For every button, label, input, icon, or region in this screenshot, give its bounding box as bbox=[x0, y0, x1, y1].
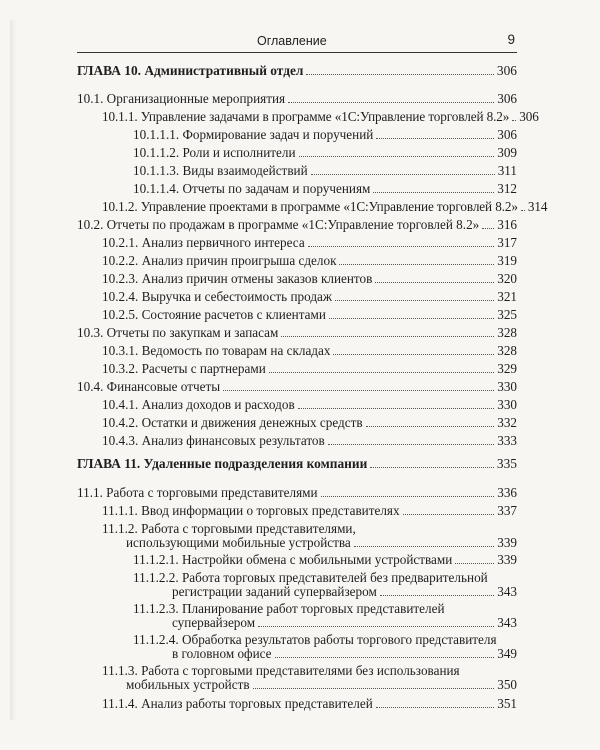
toc-page: 343 bbox=[497, 615, 517, 630]
toc-entry[interactable] bbox=[133, 146, 517, 160]
toc-label: 10.2.1. Анализ первичного интереса bbox=[102, 235, 305, 250]
toc-page: 320 bbox=[497, 271, 517, 286]
toc-page: 314 bbox=[527, 199, 548, 214]
toc-entry[interactable] bbox=[77, 92, 517, 106]
toc-page: 333 bbox=[497, 433, 517, 448]
toc-entry[interactable] bbox=[133, 128, 517, 142]
leader-dots bbox=[299, 156, 495, 157]
toc-entry[interactable] bbox=[102, 199, 548, 214]
toc-page: 351 bbox=[497, 696, 517, 711]
toc-page: 306 bbox=[496, 63, 517, 78]
leader-dots bbox=[269, 372, 494, 373]
toc-entry[interactable] bbox=[133, 633, 517, 661]
toc-page: 335 bbox=[496, 456, 517, 471]
toc-label-continued: регистрации заданий супервайзером bbox=[172, 584, 377, 599]
toc-page: 311 bbox=[497, 163, 517, 178]
toc-label-continued: в головном офисе bbox=[172, 646, 272, 661]
toc-entry[interactable] bbox=[77, 218, 517, 232]
leader-dots bbox=[275, 657, 495, 658]
toc-entry[interactable] bbox=[133, 182, 517, 196]
toc-entry[interactable] bbox=[133, 571, 517, 599]
leader-dots bbox=[223, 390, 494, 391]
toc-label: 11.1.4. Анализ работы торговых представителей bbox=[102, 696, 373, 711]
toc-entry[interactable] bbox=[133, 164, 517, 178]
toc-chapter-11[interactable] bbox=[77, 457, 517, 471]
leader-dots bbox=[376, 138, 494, 139]
leader-dots bbox=[373, 192, 494, 193]
toc-entry[interactable] bbox=[77, 326, 517, 340]
toc-entry[interactable] bbox=[102, 398, 517, 412]
leader-dots bbox=[455, 563, 494, 564]
toc-label: 10.1.1.4. Отчеты по задачам и поручениям bbox=[133, 181, 371, 196]
toc-page: 317 bbox=[497, 235, 517, 250]
toc-page: 336 bbox=[497, 485, 517, 500]
leader-dots bbox=[376, 707, 494, 708]
toc-entry[interactable] bbox=[102, 504, 517, 518]
toc-label: 10.3.1. Ведомость по товарам на складах bbox=[102, 343, 331, 358]
toc-entry[interactable] bbox=[102, 362, 517, 376]
toc-label: 11.1.3. Работа с торговыми представителями без использования bbox=[102, 663, 460, 678]
toc-label: 10.1.1. Управление задачами в программе «1С:Управление торговлей 8.2» bbox=[102, 109, 510, 124]
toc-label: 10.4.2. Остатки и движения денежных средств bbox=[102, 415, 363, 430]
leader-dots bbox=[298, 408, 495, 409]
toc-label: 11.1.2.4. Обработка результатов работы торгового представителя bbox=[133, 632, 497, 647]
leader-dots bbox=[335, 300, 494, 301]
toc-page: 329 bbox=[497, 361, 517, 376]
leader-dots bbox=[339, 264, 494, 265]
leader-dots bbox=[333, 354, 494, 355]
toc-label: 10.1.1.2. Роли и исполнители bbox=[133, 145, 296, 160]
toc-label: 10.2.5. Состояние расчетов с клиентами bbox=[102, 307, 326, 322]
toc-label: 11.1.2. Работа с торговыми представителями, bbox=[102, 521, 356, 536]
toc-label: 10.2.2. Анализ причин проигрыша сделок bbox=[102, 253, 337, 268]
leader-dots bbox=[308, 246, 495, 247]
toc-page: 332 bbox=[497, 415, 517, 430]
toc-page: 339 bbox=[497, 552, 517, 567]
toc-label: 10.1.2. Управление проектами в программе «1С:Управление торговлей 8.2» bbox=[102, 199, 518, 214]
toc-page: 328 bbox=[497, 325, 517, 340]
toc-label: ГЛАВА 11. Удаленные подразделения компании bbox=[77, 456, 368, 471]
toc-label: 10.3.2. Расчеты с партнерами bbox=[102, 361, 266, 376]
toc-label: 10.1. Организационные мероприятия bbox=[77, 91, 286, 106]
leader-dots bbox=[375, 282, 494, 283]
toc-entry[interactable] bbox=[102, 344, 517, 358]
toc-page: 328 bbox=[497, 343, 517, 358]
leader-dots bbox=[370, 467, 494, 468]
toc-page: 306 bbox=[497, 127, 517, 142]
toc-page: 343 bbox=[497, 584, 517, 599]
leader-dots bbox=[482, 228, 494, 229]
leader-dots bbox=[354, 546, 494, 547]
toc-entry[interactable] bbox=[102, 290, 517, 304]
toc-label: 10.1.1.1. Формирование задач и поручений bbox=[133, 127, 374, 142]
toc-page: 325 bbox=[497, 307, 517, 322]
toc-label-continued: использующими мобильные устройства bbox=[126, 535, 351, 550]
toc-label: 10.4.1. Анализ доходов и расходов bbox=[102, 397, 295, 412]
toc-label: 10.2.4. Выручка и себестоимость продаж bbox=[102, 289, 332, 304]
leader-dots bbox=[512, 120, 516, 121]
toc-page: 349 bbox=[497, 646, 517, 661]
toc-page: 316 bbox=[497, 217, 517, 232]
leader-dots bbox=[253, 688, 495, 689]
toc-label: 11.1.1. Ввод информации о торговых представителях bbox=[102, 503, 400, 518]
leader-dots bbox=[329, 318, 494, 319]
toc-label: 10.2. Отчеты по продажам в программе «1С:Управление торговлей 8.2» bbox=[77, 217, 480, 232]
toc-entry[interactable] bbox=[102, 254, 517, 268]
toc-label: 11.1.2.2. Работа торговых представителей без предварительной bbox=[133, 570, 488, 585]
toc-page: 330 bbox=[497, 379, 517, 394]
toc-chapter-10[interactable] bbox=[77, 64, 517, 78]
toc-label: ГЛАВА 10. Административный отдел bbox=[77, 63, 304, 78]
header-title: Оглавление bbox=[257, 34, 327, 48]
toc-entry[interactable] bbox=[102, 697, 517, 711]
toc-entry[interactable] bbox=[102, 109, 539, 124]
toc-entry[interactable] bbox=[77, 380, 517, 394]
toc-page: 321 bbox=[497, 289, 517, 304]
toc-page: 330 bbox=[497, 397, 517, 412]
leader-dots bbox=[258, 626, 494, 627]
leader-dots bbox=[366, 426, 495, 427]
toc-label: 11.1.2.1. Настройки обмена с мобильными устройствами bbox=[133, 552, 453, 567]
leader-dots bbox=[521, 210, 525, 211]
toc-page: 306 bbox=[497, 91, 517, 106]
toc-page: 339 bbox=[497, 535, 517, 550]
toc-label-continued: супервайзером bbox=[172, 615, 256, 630]
toc-entry[interactable] bbox=[102, 416, 517, 430]
leader-dots bbox=[328, 444, 494, 445]
toc-page: 312 bbox=[497, 181, 517, 196]
toc-label: 10.1.1.3. Виды взаимодействий bbox=[133, 163, 308, 178]
leader-dots bbox=[288, 102, 494, 103]
toc-label: 10.3. Отчеты по закупкам и запасам bbox=[77, 325, 279, 340]
leader-dots bbox=[311, 174, 495, 175]
leader-dots bbox=[281, 336, 494, 337]
toc-label: 10.4. Финансовые отчеты bbox=[77, 379, 221, 394]
toc-page: 319 bbox=[497, 253, 517, 268]
toc-page: 309 bbox=[497, 145, 517, 160]
leader-dots bbox=[306, 74, 493, 75]
header-page-number: 9 bbox=[507, 32, 515, 47]
toc-entry[interactable] bbox=[133, 553, 517, 567]
toc-label: 11.1. Работа с торговыми представителями bbox=[77, 485, 318, 500]
toc-page: 337 bbox=[497, 503, 517, 518]
toc-page: 306 bbox=[519, 109, 539, 124]
leader-dots bbox=[403, 514, 495, 515]
toc-entry[interactable] bbox=[77, 486, 517, 500]
toc-label: 10.2.3. Анализ причин отмены заказов клиентов bbox=[102, 271, 373, 286]
toc-entry[interactable] bbox=[102, 308, 517, 322]
leader-dots bbox=[380, 595, 494, 596]
toc-label-continued: мобильных устройств bbox=[126, 677, 250, 692]
toc-label: 11.1.2.3. Планирование работ торговых представителей bbox=[133, 601, 445, 616]
leader-dots bbox=[321, 496, 495, 497]
toc-label: 10.4.3. Анализ финансовых результатов bbox=[102, 433, 325, 448]
toc-entry[interactable] bbox=[102, 664, 517, 692]
toc-entry[interactable] bbox=[102, 434, 517, 448]
toc-entry[interactable] bbox=[102, 272, 517, 286]
toc-entry[interactable] bbox=[102, 236, 517, 250]
toc-entry[interactable] bbox=[102, 522, 517, 550]
toc-entry[interactable] bbox=[133, 602, 517, 630]
toc-page: 350 bbox=[497, 677, 517, 692]
